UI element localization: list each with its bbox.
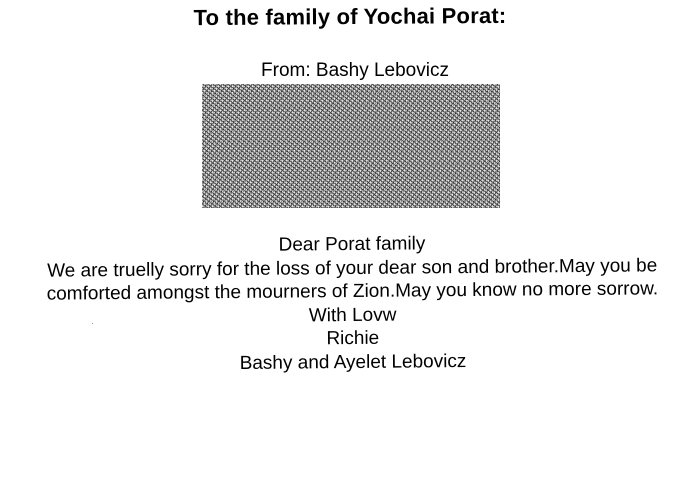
letter-closing: With Lovw — [308, 304, 397, 326]
letter-greeting: Dear Porat family — [278, 233, 426, 256]
signature-name-2: Bashy and Ayelet Lebovicz — [239, 350, 467, 374]
scan-speck — [92, 323, 93, 324]
letter-body — [19, 230, 685, 377]
letter-message: We are truelly sorry for the loss of your dear son and brother.May you be comforted amongst the mourners of Zion.May you know no more sorrow. — [46, 254, 659, 305]
letter-title: To the family of Yochai Porat: — [193, 2, 507, 31]
signature-name-1: Richie — [326, 327, 380, 350]
redacted-address-block — [202, 84, 500, 208]
sender-line: From: Bashy Lebovicz — [261, 60, 449, 81]
